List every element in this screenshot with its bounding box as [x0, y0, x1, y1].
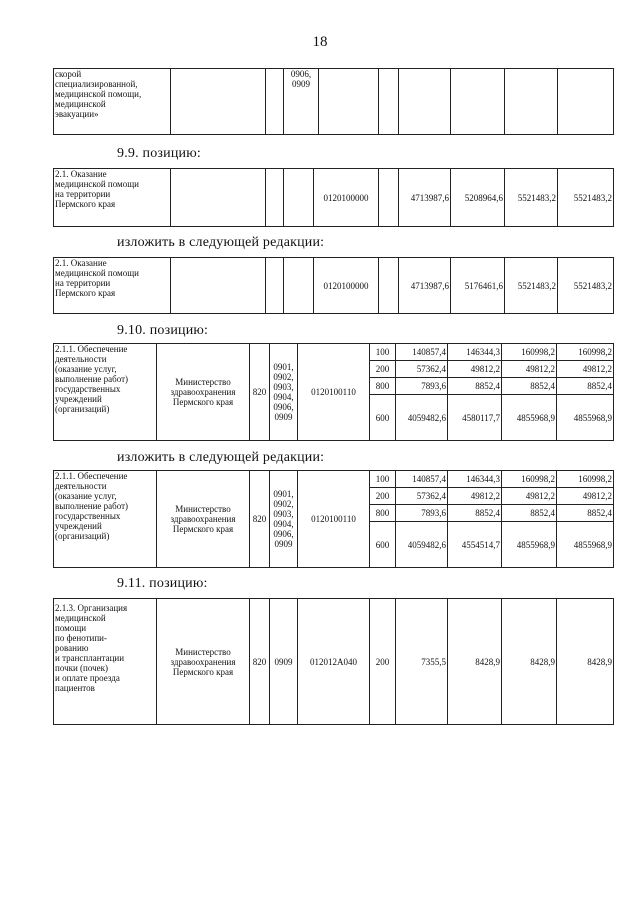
text-line: (оказание услуг, — [55, 491, 117, 501]
amount-cell: 49812,2 — [448, 488, 502, 505]
table-position-9-9 — [53, 168, 614, 227]
amount-cell: 146344,3 — [448, 471, 502, 488]
target-article-code: 012012А040 — [298, 599, 370, 725]
text-line: 0902, — [273, 499, 294, 509]
amount-cell: 7893,6 — [396, 378, 448, 395]
amount-cell: 4855968,9 — [557, 522, 614, 568]
text-line: государственных — [55, 511, 121, 521]
amount-cell: 4059482,6 — [396, 522, 448, 568]
amount-cell: 49812,2 — [448, 361, 502, 378]
amount-cell: 160998,2 — [557, 344, 614, 361]
text-line: 0902, — [273, 372, 294, 382]
row-name-cell — [54, 344, 157, 441]
text-line: рованию — [55, 643, 89, 653]
text-line: деятельности — [55, 354, 107, 364]
target-article-code: 0120100000 — [314, 169, 379, 227]
amount-cell: 160998,2 — [502, 344, 557, 361]
amount-cell: 49812,2 — [502, 488, 557, 505]
amount-cell: 140857,4 — [396, 471, 448, 488]
amount-cell: 160998,2 — [502, 471, 557, 488]
amount-cell: 57362,4 — [396, 361, 448, 378]
section-codes — [270, 344, 298, 441]
vr-code: 800 — [370, 505, 396, 522]
row-name-cell — [54, 471, 157, 568]
amount-cell: 4554514,7 — [448, 522, 502, 568]
text-line: Министерство — [175, 377, 231, 387]
text-line: 0906, — [273, 529, 294, 539]
amount-cell: 8852,4 — [502, 505, 557, 522]
vr-code: 200 — [370, 361, 396, 378]
target-article-code: 0120100110 — [298, 344, 370, 441]
text-line: 2.1. Оказание — [55, 258, 107, 268]
text-line: на территории — [55, 278, 111, 288]
heading-9-11: 9.11. позицию: — [117, 576, 208, 591]
table-new-edition-9-9 — [53, 257, 614, 314]
text-line: медицинской помощи — [55, 179, 139, 189]
row-name-cell — [54, 258, 171, 314]
text-line: деятельности — [55, 481, 107, 491]
amount-cell: 4855968,9 — [502, 522, 557, 568]
amount-cell: 7355,5 — [396, 599, 448, 725]
amount-cell: 49812,2 — [502, 361, 557, 378]
amount-cell: 146344,3 — [448, 344, 502, 361]
heading-9-10: 9.10. позицию: — [117, 323, 209, 338]
text-line: учреждений — [55, 521, 102, 531]
text-line: Пермского края — [55, 199, 116, 209]
text-line: медицинской помощи, — [55, 89, 142, 99]
table-continuation — [53, 68, 614, 135]
row-name-cell — [54, 169, 171, 227]
section-codes — [284, 69, 319, 135]
text-line: 2.1.3. Организация — [55, 603, 128, 613]
text-line: скорой — [55, 69, 82, 79]
text-line: 0901, — [273, 489, 294, 499]
amount-cell: 4855968,9 — [557, 395, 614, 441]
amount-cell: 4713987,6 — [399, 169, 451, 227]
text-line: почки (почек) — [55, 663, 109, 673]
page-number: 18 — [312, 34, 328, 50]
text-line: 0906, — [273, 402, 294, 412]
text-line: (организаций) — [55, 404, 110, 414]
vr-code: 800 — [370, 378, 396, 395]
amount-cell: 5176461,6 — [451, 258, 505, 314]
text-line: здравоохранения — [170, 656, 236, 667]
text-line: эвакуации» — [55, 109, 99, 119]
text-line: Пермского края — [55, 288, 116, 298]
amount-cell: 5521483,2 — [505, 169, 558, 227]
text-line: медицинской помощи — [55, 268, 139, 278]
target-article-code: 0120100110 — [298, 471, 370, 568]
text-line: 0904, — [273, 392, 294, 402]
text-line: Министерство — [175, 646, 231, 657]
amount-cell: 5521483,2 — [558, 169, 614, 227]
heading-9-9: 9.9. позицию: — [117, 146, 201, 161]
amount-cell: 8852,4 — [557, 378, 614, 395]
text-line: выполнение работ) — [55, 374, 129, 384]
text-line: 0909 — [292, 79, 310, 89]
amount-cell: 140857,4 — [396, 344, 448, 361]
row-name-cell — [54, 599, 157, 725]
text-line: государственных — [55, 384, 121, 394]
text-line: 0904, — [273, 519, 294, 529]
text-line: 2.1. Оказание — [55, 169, 107, 179]
amount-cell: 8852,4 — [448, 505, 502, 522]
amount-cell: 5521483,2 — [505, 258, 558, 314]
amount-cell: 4713987,6 — [399, 258, 451, 314]
vr-code: 600 — [370, 522, 396, 568]
gr-code: 820 — [250, 471, 270, 568]
amount-cell: 8428,9 — [502, 599, 557, 725]
text-line: (организаций) — [55, 531, 110, 541]
text-line: специализированной, — [55, 79, 138, 89]
text-line: здравоохранения — [170, 387, 236, 397]
table-position-9-10 — [53, 343, 614, 441]
text-line: 0903, — [273, 509, 294, 519]
text-line: 0906, — [290, 69, 312, 79]
text-line: 2.1.1. Обеспечение — [55, 344, 128, 354]
text-line: 0901, — [273, 362, 294, 372]
amount-cell: 160998,2 — [557, 471, 614, 488]
heading-new-edition-9-10: изложить в следующей редакции: — [117, 450, 325, 465]
text-line: и трансплантации — [55, 653, 125, 663]
gr-code: 820 — [250, 599, 270, 725]
text-line: и оплате проезда — [55, 673, 120, 683]
target-article-code: 0120100000 — [314, 258, 379, 314]
amount-cell: 57362,4 — [396, 488, 448, 505]
section-code: 0909 — [270, 599, 298, 725]
vr-code: 100 — [370, 344, 396, 361]
text-line: выполнение работ) — [55, 501, 129, 511]
gr-code: 820 — [250, 344, 270, 441]
vr-code: 100 — [370, 471, 396, 488]
amount-cell: 49812,2 — [557, 361, 614, 378]
text-line: помощи — [55, 623, 87, 633]
vr-code: 200 — [370, 599, 396, 725]
amount-cell: 8428,9 — [557, 599, 614, 725]
row-name-cell — [54, 69, 171, 135]
table-new-edition-9-10 — [53, 470, 614, 568]
amount-cell: 7893,6 — [396, 505, 448, 522]
text-line: (оказание услуг, — [55, 364, 117, 374]
text-line: медицинской — [55, 613, 106, 623]
amount-cell: 4580117,7 — [448, 395, 502, 441]
amount-cell: 8428,9 — [448, 599, 502, 725]
amount-cell: 4059482,6 — [396, 395, 448, 441]
text-line: по фенотипи- — [55, 633, 107, 643]
text-line: 0909 — [274, 412, 293, 422]
vr-code: 600 — [370, 395, 396, 441]
text-line: учреждений — [55, 394, 102, 404]
amount-cell: 4855968,9 — [502, 395, 557, 441]
amount-cell: 5521483,2 — [558, 258, 614, 314]
amount-cell: 8852,4 — [557, 505, 614, 522]
table-position-9-11 — [53, 598, 614, 725]
ministry-cell — [157, 344, 250, 441]
text-line: здравоохранения — [170, 514, 236, 524]
section-codes — [270, 471, 298, 568]
text-line: Пермского края — [172, 524, 234, 534]
amount-cell: 5208964,6 — [451, 169, 505, 227]
heading-new-edition-9-9: изложить в следующей редакции: — [117, 235, 325, 250]
vr-code: 200 — [370, 488, 396, 505]
text-line: 2.1.1. Обеспечение — [55, 471, 128, 481]
text-line: 0903, — [273, 382, 294, 392]
text-line: на территории — [55, 189, 111, 199]
ministry-cell — [157, 471, 250, 568]
ministry-cell — [157, 599, 250, 725]
row-name — [55, 69, 169, 119]
text-line: пациентов — [55, 683, 95, 693]
amount-cell: 49812,2 — [557, 488, 614, 505]
text-line: Пермского края — [172, 397, 234, 407]
text-line: 0909 — [274, 539, 293, 549]
amount-cell: 8852,4 — [448, 378, 502, 395]
amount-cell: 8852,4 — [502, 378, 557, 395]
text-line: Министерство — [175, 504, 231, 514]
text-line: Пермского края — [172, 666, 234, 677]
text-line: медицинской — [55, 99, 106, 109]
